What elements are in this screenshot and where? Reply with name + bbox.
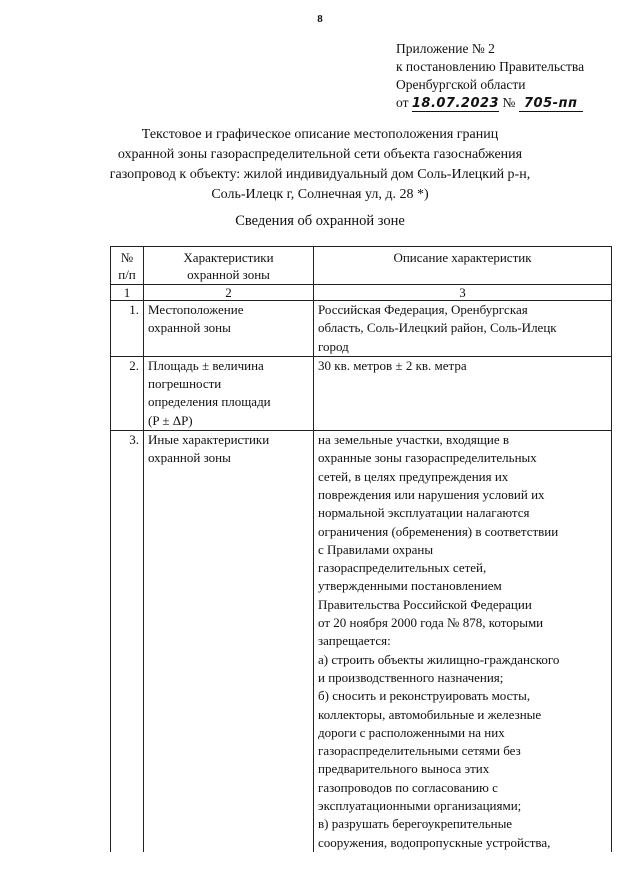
cell-line: утвержденными постановлением [318,578,502,594]
title-line: газопровод к объекту: жилой индивидуальный дом Соль-Илецкий р-н, [109,167,531,182]
cell-line: погрешности [148,376,222,392]
cell-line: 30 кв. метров ± 2 кв. метра [318,357,467,373]
row-description [314,301,612,357]
title-line: Соль-Илецк г, Солнечная ул, д. 28 *) [211,187,429,202]
page-number: 8 [317,13,323,25]
row-number: 2. [111,356,144,430]
appendix-decree-line: к постановлению Правительства [396,59,585,74]
cell-line: Площадь ± величина [148,357,264,373]
cell-line: город [318,338,349,354]
appendix-block [396,40,584,112]
handwritten-decree-number: 705-пп [519,97,583,112]
table-row [111,356,612,430]
header-description-label: Описание характеристик [393,250,532,265]
header-characteristics-line1: Характеристики [183,250,274,265]
index-cell: 3 [314,285,612,301]
cell-line: коллекторы, автомобильные и железные [318,706,542,722]
cell-line: в) разрушать берегоукрепительные [318,816,513,832]
cell-line: область, Соль-Илецкий район, Соль-Илецк [318,320,557,336]
cell-line: Российская Федерация, Оренбургская [318,302,528,317]
cell-line: на земельные участки, входящие в [318,432,510,448]
cell-line: охранной зоны [148,450,231,466]
appendix-title: Приложение № 2 [396,41,495,56]
cell-line: б) сносить и реконструировать мосты, [318,688,531,704]
appendix-date-line [396,94,584,112]
cell-line: Местоположение [148,302,244,317]
number-prefix: № [502,95,516,110]
index-cell: 1 [111,285,144,301]
header-number-line1: № [120,250,134,265]
cell-line: охранной зоны [148,320,231,336]
document-title [90,125,550,205]
row-number: 1. [111,301,144,357]
cell-line: газораспределительными сетями без [318,743,521,759]
row-number: 3. [111,431,144,852]
row-characteristic [144,356,314,430]
cell-line: (P ± ΔP) [148,412,193,428]
cell-line: с Правилами охраны [318,541,434,557]
cell-line: и производственного назначения; [318,669,504,685]
index-cell: 2 [144,285,314,301]
header-description [314,247,612,285]
cell-line: запрещается: [318,633,391,649]
cell-line: газораспределительных сетей, [318,560,487,576]
cell-line: сооружения, водопропускные устройства, [318,834,551,850]
row-description [314,431,612,852]
cell-line: сетей, в целях предупреждения их [318,468,509,484]
cell-line: определения площади [148,394,271,410]
cell-line: нормальной эксплуатации налагаются [318,505,530,521]
header-characteristics [144,247,314,285]
header-characteristics-line2: охранной зоны [187,267,270,282]
cell-line: предварительного выноса этих [318,761,490,777]
cell-line: а) строить объекты жилищно-гражданского [318,651,560,667]
table-row [111,431,612,852]
cell-line: от 20 ноября 2000 года № 878, которыми [318,615,544,631]
section-subtitle: Сведения об охранной зоне [235,213,405,229]
date-prefix: от [396,95,409,110]
protection-zone-table [110,246,612,852]
cell-line: Правительства Российской Федерации [318,596,532,612]
cell-line: дороги с расположенными на них [318,724,505,740]
cell-line: Иные характеристики [148,432,270,448]
row-characteristic [144,301,314,357]
cell-line: охранные зоны газораспределительных [318,450,537,466]
row-characteristic [144,431,314,852]
table-index-row [111,285,612,301]
cell-line: повреждения или нарушения условий их [318,486,545,502]
table-row [111,301,612,357]
cell-line: ограничения (обременения) в соответствии [318,523,559,539]
title-line: охранной зоны газораспределительной сети объекта газоснабжения [117,147,523,162]
cell-line: газопроводов по согласованию с [318,779,498,795]
cell-line: эксплуатационными организациями; [318,798,522,814]
header-number [111,247,144,285]
row-description [314,356,612,430]
header-number-line2: п/п [118,267,136,282]
handwritten-date: 18.07.2023 [411,96,500,111]
appendix-region-line: Оренбургской области [396,77,526,92]
title-line: Текстовое и графическое описание местоположения границ [141,127,499,142]
table-header-row [111,247,612,285]
